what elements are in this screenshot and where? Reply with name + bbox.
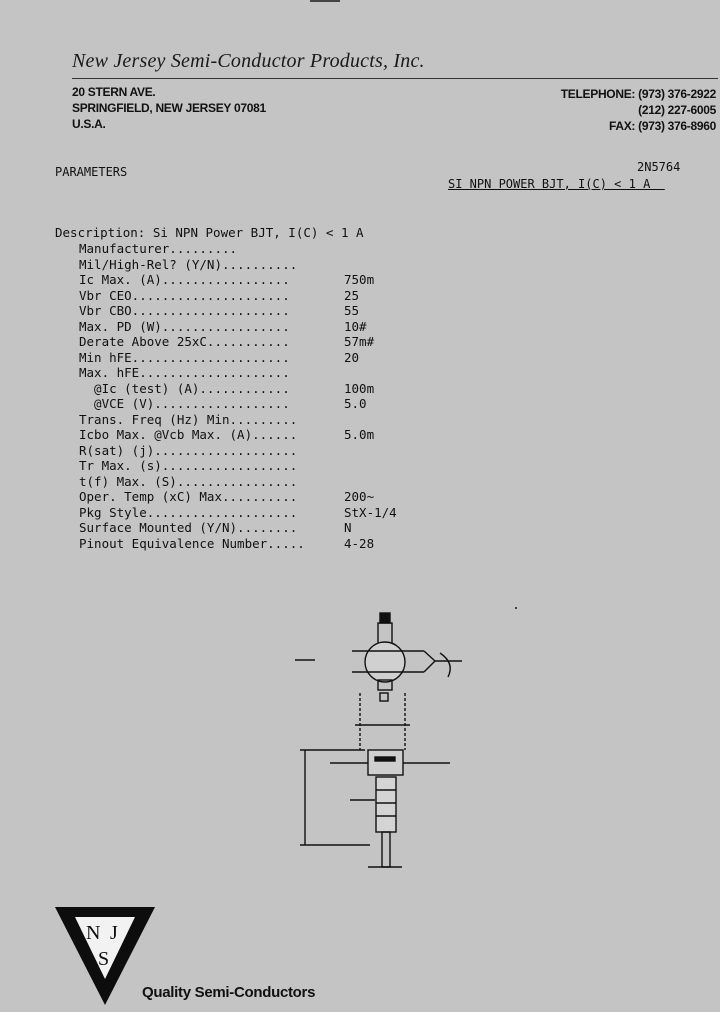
parameter-value: 100m — [344, 380, 375, 396]
part-number: 2N5764 — [637, 160, 681, 174]
logo-letter-s: S — [98, 948, 110, 970]
parameter-value: StX-1/4 — [344, 504, 397, 520]
parameter-label: Min hFE..................... — [79, 349, 290, 365]
logo-letter-j: J — [110, 922, 118, 944]
parameter-label: Mil/High-Rel? (Y/N).......... — [79, 256, 298, 272]
parameter-label: @Ic (test) (A)............ — [79, 380, 290, 396]
scan-mark-top — [310, 0, 340, 2]
parameter-value: 5.0 — [344, 396, 367, 411]
parameters-heading: PARAMETERS — [55, 165, 128, 179]
threaded-stud — [376, 777, 396, 832]
parameter-label: Tr Max. (s).................. — [79, 458, 298, 473]
parameter-value: N — [344, 520, 352, 535]
parameter-value: 10# — [344, 318, 367, 334]
fax-line: FAX: (973) 376-8960 — [608, 119, 716, 133]
parameter-label: t(f) Max. (S)................ — [79, 473, 298, 489]
package-outline-drawing — [290, 605, 470, 885]
njs-logo — [55, 905, 155, 1005]
part-description: SI NPN POWER BJT, I(C) < 1 A — [448, 177, 665, 191]
parameter-label: Ic Max. (A)................. — [79, 272, 290, 287]
parameter-value: 55 — [344, 303, 360, 318]
angle-arc — [440, 653, 450, 677]
parameter-label: Manufacturer......... — [79, 241, 238, 256]
parameter-value: 200~ — [344, 489, 375, 504]
parameter-label: Vbr CEO..................... — [79, 287, 290, 303]
company-address — [72, 84, 266, 132]
terminal-tab — [380, 693, 388, 701]
stud-top — [380, 613, 390, 623]
parameter-value: 4-28 — [344, 535, 375, 551]
address-line: U.S.A. — [72, 117, 106, 131]
parameter-label: Trans. Freq (Hz) Min......... — [79, 411, 298, 427]
parameter-value: 20 — [344, 349, 360, 365]
parameter-label: Pinout Equivalence Number..... — [79, 535, 305, 551]
address-line: 20 STERN AVE. — [72, 85, 156, 99]
telephone-line-2: (212) 227-6005 — [638, 103, 716, 117]
parameter-label: Vbr CBO..................... — [79, 303, 290, 318]
letterhead-rule — [72, 78, 718, 79]
parameter-label: Surface Mounted (Y/N)........ — [79, 520, 298, 535]
parameter-value: 750m — [344, 272, 375, 287]
lead-bend-upper — [424, 651, 435, 661]
address-line: SPRINGFIELD, NEW JERSEY 07081 — [72, 101, 266, 115]
parameter-value: 57m# — [344, 334, 375, 349]
package-body-circle — [365, 642, 405, 682]
telephone-line: TELEPHONE: (973) 376-2922 — [560, 87, 716, 101]
parameter-label: Max. hFE.................... — [79, 365, 290, 380]
parameter-value: 25 — [344, 287, 360, 303]
scan-speck — [515, 607, 517, 609]
parameter-label: Pkg Style.................... — [79, 504, 298, 520]
description-line: Description: Si NPN Power BJT, I(C) < 1 A — [55, 225, 364, 240]
stud-tip — [382, 832, 390, 867]
parameter-label: Icbo Max. @Vcb Max. (A)...... — [79, 427, 298, 442]
hex-base-mark — [375, 757, 395, 761]
parameter-label: Max. PD (W)................. — [79, 318, 290, 334]
logo-letter-n: N — [86, 922, 101, 944]
company-contact — [561, 86, 716, 134]
parameter-label: @VCE (V).................. — [79, 396, 290, 411]
tagline: Quality Semi-Conductors — [142, 984, 316, 1001]
company-name: New Jersey Semi-Conductor Products, Inc. — [72, 50, 425, 72]
parameter-label: Oper. Temp (xC) Max.......... — [79, 489, 298, 504]
parameter-value: 5.0m — [344, 427, 375, 442]
parameter-label: R(sat) (j)................... — [79, 442, 298, 458]
hex-base — [368, 750, 403, 775]
lead-bend-lower — [424, 661, 435, 672]
parameter-label: Derate Above 25xC........... — [79, 334, 290, 349]
